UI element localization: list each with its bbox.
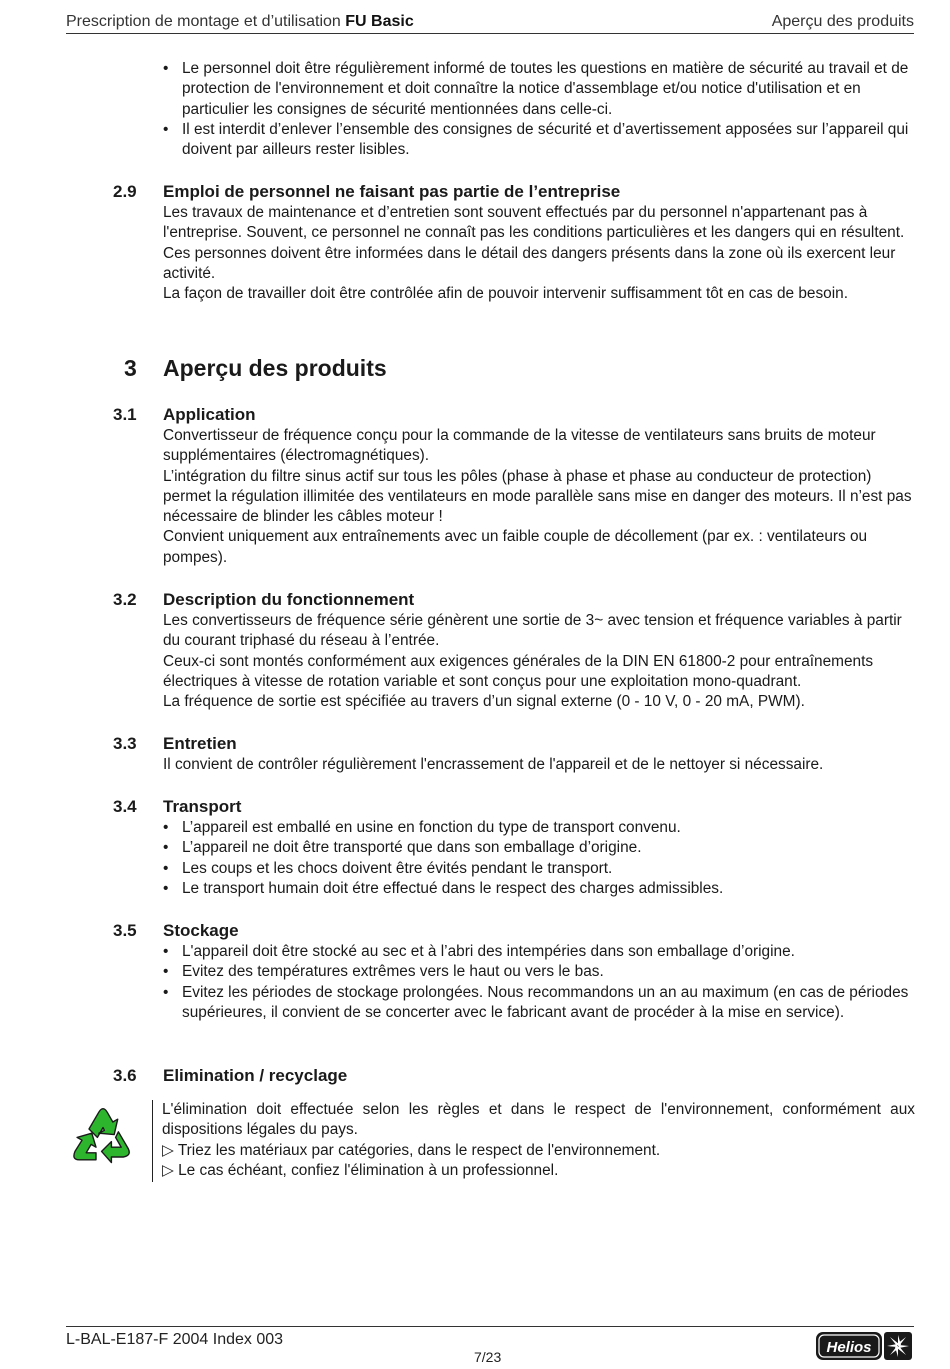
list-item: • Evitez les périodes de stockage prolongées. Nous recommandons un an au maximum (en cas de périodes supérieures, il convient de se concerter avec le fabricant avant de procéder à la mise en service). (163, 983, 909, 1021)
page-number: 7/23 (474, 1349, 502, 1365)
list-item: • Evitez des températures extrêmes vers le haut ou vers le bas. (163, 963, 604, 981)
document-reference: L-BAL-E187-F 2004 Index 003 (66, 1331, 284, 1348)
svg-text:Helios: Helios (826, 1339, 872, 1356)
paragraph: Les convertisseurs de fréquence série génèrent une sortie de 3~ avec tension et fréquence variables à partir du courant triphasé du réseau à l’entrée. (163, 612, 902, 650)
list-item: • L’appareil est emballé en usine en fonction du type de transport convenu. (163, 819, 681, 836)
list-item: • Le personnel doit être régulièrement informé de toutes les questions en matière de sécurité au travail et de protection de l'environnement et doit connaître la notice d'assemblage et/ou notice d'utilisation et en particulier les consignes de sécurité mentionnées dans celle-ci. (163, 60, 909, 118)
section-body (163, 203, 915, 304)
section-title: Elimination / recyclage (163, 1066, 348, 1085)
disposal-instructions (162, 1100, 915, 1181)
section-number: 3.4 (113, 797, 137, 816)
helios-logo (814, 1329, 914, 1363)
product-name: FU Basic (345, 13, 414, 30)
section-title: Emploi de personnel ne faisant pas partie de l’entreprise (163, 182, 621, 201)
list-item: • Le transport humain doit étre effectué dans le respect des charges admissibles. (163, 879, 724, 897)
section-number: 3.2 (113, 590, 137, 609)
section-body (163, 611, 915, 712)
document-title-prefix: Prescription de montage et d’utilisation (66, 13, 341, 30)
list-item: • Les coups et les chocs doivent être évités pendant le transport. (163, 859, 613, 877)
list-item: ▷ Le cas échéant, confiez l'élimination à un professionnel. (162, 1161, 559, 1179)
paragraph: Les travaux de maintenance et d’entretien sont souvent effectués par du personnel n'appartenant pas à l'entreprise. Souvent, ce personnel ne connaît pas les conditions particulières et les dangers qui en résultent. Ces personnes doivent être informées dans le détail des dangers présents dans la zone où ils exercent leur activité. (163, 204, 905, 282)
chapter-number: 3 (124, 355, 137, 381)
section-number: 3.6 (113, 1066, 137, 1085)
triangle-marker-icon: ▷ (162, 1141, 174, 1159)
section-body (163, 426, 915, 568)
paragraph: La façon de travailler doit être contrôlée afin de pouvoir intervenir suffisamment tôt en cas de besoin. (163, 285, 848, 303)
paragraph: La fréquence de sortie est spécifiée au travers d’un signal externe (0 - 10 V, 0 - 20 mA, PWM). (163, 693, 805, 711)
paragraph: Convertisseur de fréquence conçu pour la commande de la vitesse de ventilateurs sans bruits de moteur supplémentaires (électromagnétiques). (163, 427, 876, 465)
paragraph: L’intégration du filtre sinus actif sur tous les pôles (phase à phase et phase au conducteur de protection) permet la régulation illimitée des ventilateurs en mode parallèle sans mise en danger des moteurs. Il n’est pas nécessaire de blinder les câbles moteur ! (163, 467, 912, 526)
paragraph: Convient uniquement aux entraînements avec un faible couple de décollement (par ex. : ventilateurs ou pompes). (163, 528, 868, 566)
section-title: Transport (163, 797, 242, 816)
section-body (163, 755, 915, 775)
section-title: Application (163, 405, 256, 424)
page-header (66, 12, 914, 34)
section-number: 3.1 (113, 405, 137, 424)
recycle-icon (68, 1100, 138, 1172)
triangle-marker-icon: ▷ (162, 1161, 174, 1179)
chapter-title: Aperçu des produits (163, 355, 387, 381)
safety-bullet-list (163, 59, 915, 160)
section-number: 2.9 (113, 182, 137, 201)
paragraph: Ceux-ci sont montés conformément aux exigences générales de la DIN EN 61800-2 pour entraînements électriques à vitesse de rotation variable et sont conçus pour une exploitation mono-quadrant. (163, 652, 874, 690)
section-number: 3.5 (113, 921, 137, 940)
list-item: ▷ Triez les matériaux par catégories, dans le respect de l'environnement. (162, 1141, 661, 1159)
list-item: • L'appareil doit être stocké au sec et à l’abri des intempéries dans son emballage d’origine. (163, 943, 795, 960)
list-item: • Il est interdit d’enlever l’ensemble des consignes de sécurité et d’avertissement apposées sur l’appareil qui doivent par ailleurs rester lisibles. (163, 120, 909, 159)
transport-bullet-list (163, 818, 915, 899)
section-number: 3.3 (113, 734, 137, 753)
storage-bullet-list (163, 942, 915, 1023)
header-section-name: Aperçu des produits (771, 13, 914, 30)
paragraph: L'élimination doit effectuée selon les règles et dans le respect de l'environnement, conformément aux dispositions légales du pays. (162, 1101, 915, 1139)
section-title: Description du fonctionnement (163, 590, 415, 609)
document-title (66, 13, 414, 31)
divider (152, 1100, 153, 1182)
section-title: Entretien (163, 734, 237, 753)
list-item: • L’appareil ne doit être transporté que dans son emballage d’origine. (163, 839, 642, 857)
paragraph: Il convient de contrôler régulièrement l'encrassement de l'appareil et de le nettoyer si nécessaire. (163, 756, 824, 773)
section-title: Stockage (163, 921, 239, 940)
